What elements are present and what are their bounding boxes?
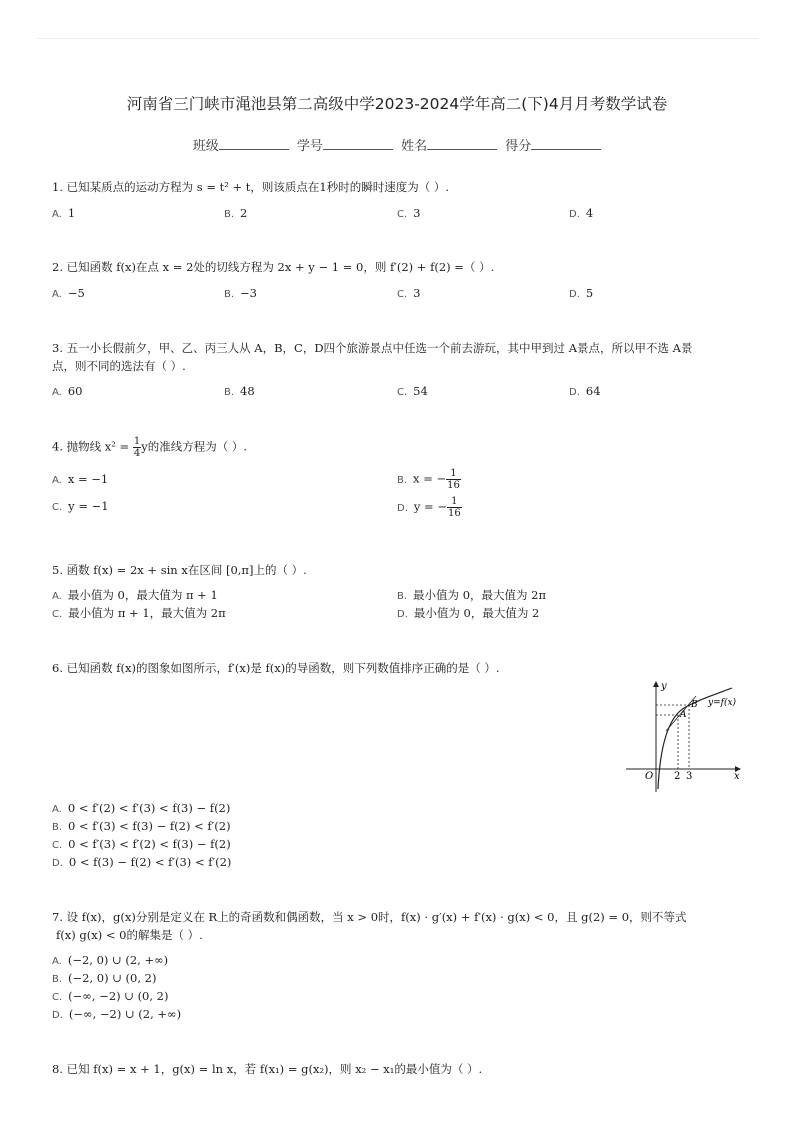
student-info-row	[0, 135, 794, 154]
q6-option-d[interactable]: D. 0 < f(3) − f(2) < f′(3) < f′(2)	[52, 855, 232, 869]
q1-option-b[interactable]: B. 2	[224, 206, 248, 220]
q3-option-d[interactable]: D. 64	[569, 384, 601, 398]
question-4: 4. 抛物线 x² = $\frac{1}{4}$ y的准线方程为（ ）.	[52, 436, 248, 459]
q6-option-a[interactable]: A. 0 < f′(2) < f′(3) < f(3) − f(2)	[52, 801, 231, 815]
class-field[interactable]	[219, 137, 289, 150]
curve-label: y=f(x)	[708, 698, 737, 708]
q7-option-c[interactable]: C. (−∞, −2) ∪ (0, 2)	[52, 989, 169, 1003]
q6-option-c[interactable]: C. 0 < f′(3) < f′(2) < f(3) − f(2)	[52, 837, 231, 851]
student-id-field[interactable]	[323, 137, 393, 150]
function-graph	[622, 676, 748, 796]
score-field[interactable]	[531, 137, 601, 150]
point-a-label: A	[680, 710, 687, 720]
student-id-label: 学号	[296, 139, 323, 154]
tick-label-2: 2	[674, 771, 681, 782]
q1-option-d[interactable]: D. 4	[569, 206, 594, 220]
tick-label-3: 3	[686, 771, 693, 782]
q1-option-c[interactable]: C. 3	[397, 206, 421, 220]
name-field[interactable]	[427, 137, 497, 150]
exam-title: 河南省三门峡市渑池县第二高级中学2023-2024学年高二(下)4月月考数学试卷	[126, 95, 668, 113]
question-1: 1. 已知某质点的运动方程为 s = t² + t，则该质点在1秒时的瞬时速度为（ ）.	[52, 180, 450, 194]
q4-option-b[interactable]: B. x = − $\frac{1}{16}$	[397, 468, 460, 491]
question-6: 6. 已知函数 f(x)的图象如图所示，f′(x)是 f(x)的导函数，则下列数值排序正确的是（ ）.	[52, 661, 500, 675]
question-2: 2. 已知函数 f(x)在点 x = 2处的切线方程为 2x + y − 1 = 0，则 f′(2) + f(2) =（ ）.	[52, 260, 495, 274]
name-label: 姓名	[401, 139, 428, 154]
q5-option-b[interactable]: B. 最小值为 0，最大值为 2π	[397, 588, 547, 602]
question-3-continued: 点，则不同的选法有（ ）.	[52, 359, 186, 373]
q6-option-b[interactable]: B. 0 < f′(3) < f(3) − f(2) < f′(2)	[52, 819, 231, 833]
header-divider	[36, 38, 758, 39]
origin-label: O	[645, 771, 654, 782]
q2-option-c[interactable]: C. 3	[397, 286, 421, 300]
q4-option-c[interactable]: C. y = −1	[52, 499, 109, 513]
q5-option-a[interactable]: A. 最小值为 0，最大值为 π + 1	[52, 588, 218, 602]
class-label: 班级	[192, 139, 219, 154]
question-5: 5. 函数 f(x) = 2x + sin x在区间 [0,π]上的（ ）.	[52, 563, 307, 577]
question-8: 8. 已知 f(x) = x + 1，g(x) = ln x，若 f(x₁) = g(x₂)，则 x₂ − x₁的最小值为（ ）.	[52, 1062, 483, 1076]
q7-option-a[interactable]: A. (−2, 0) ∪ (2, +∞)	[52, 953, 169, 967]
question-7-continued: f(x) g(x) < 0的解集是（ ）.	[56, 928, 203, 942]
q2-option-d[interactable]: D. 5	[569, 286, 594, 300]
fraction: $\frac{1}{4}$	[133, 436, 141, 459]
q3-option-a[interactable]: A. 60	[52, 384, 83, 398]
q4-option-a[interactable]: A. x = −1	[52, 472, 109, 486]
q7-option-d[interactable]: D. (−∞, −2) ∪ (2, +∞)	[52, 1007, 182, 1021]
q1-option-a[interactable]: A. 1	[52, 206, 76, 220]
q7-option-b[interactable]: B. (−2, 0) ∪ (0, 2)	[52, 971, 157, 985]
question-3: 3. 五一小长假前夕，甲、乙、丙三人从 A，B，C，D四个旅游景点中任选一个前去游玩，其中甲到过 A景点，所以甲不选 A景	[52, 341, 693, 355]
y-axis-label: y	[661, 681, 667, 692]
q4-option-d[interactable]: D. y = − $\frac{1}{16}$	[397, 496, 461, 519]
x-axis-label: x	[734, 771, 740, 782]
q2-option-b[interactable]: B. −3	[224, 286, 257, 300]
q3-option-c[interactable]: C. 54	[397, 384, 428, 398]
score-label: 得分	[505, 139, 532, 154]
point-b-label: B	[691, 700, 698, 710]
question-7: 7. 设 f(x)，g(x)分别是定义在 R上的奇函数和偶函数，当 x > 0时，f(x) · g′(x) + f′(x) · g(x) < 0，且 g(2) = 0，则不等式	[52, 910, 687, 924]
q2-option-a[interactable]: A. −5	[52, 286, 85, 300]
q3-option-b[interactable]: B. 48	[224, 384, 255, 398]
q5-option-d[interactable]: D. 最小值为 0，最大值为 2	[397, 606, 540, 620]
q5-option-c[interactable]: C. 最小值为 π + 1，最大值为 2π	[52, 606, 226, 620]
